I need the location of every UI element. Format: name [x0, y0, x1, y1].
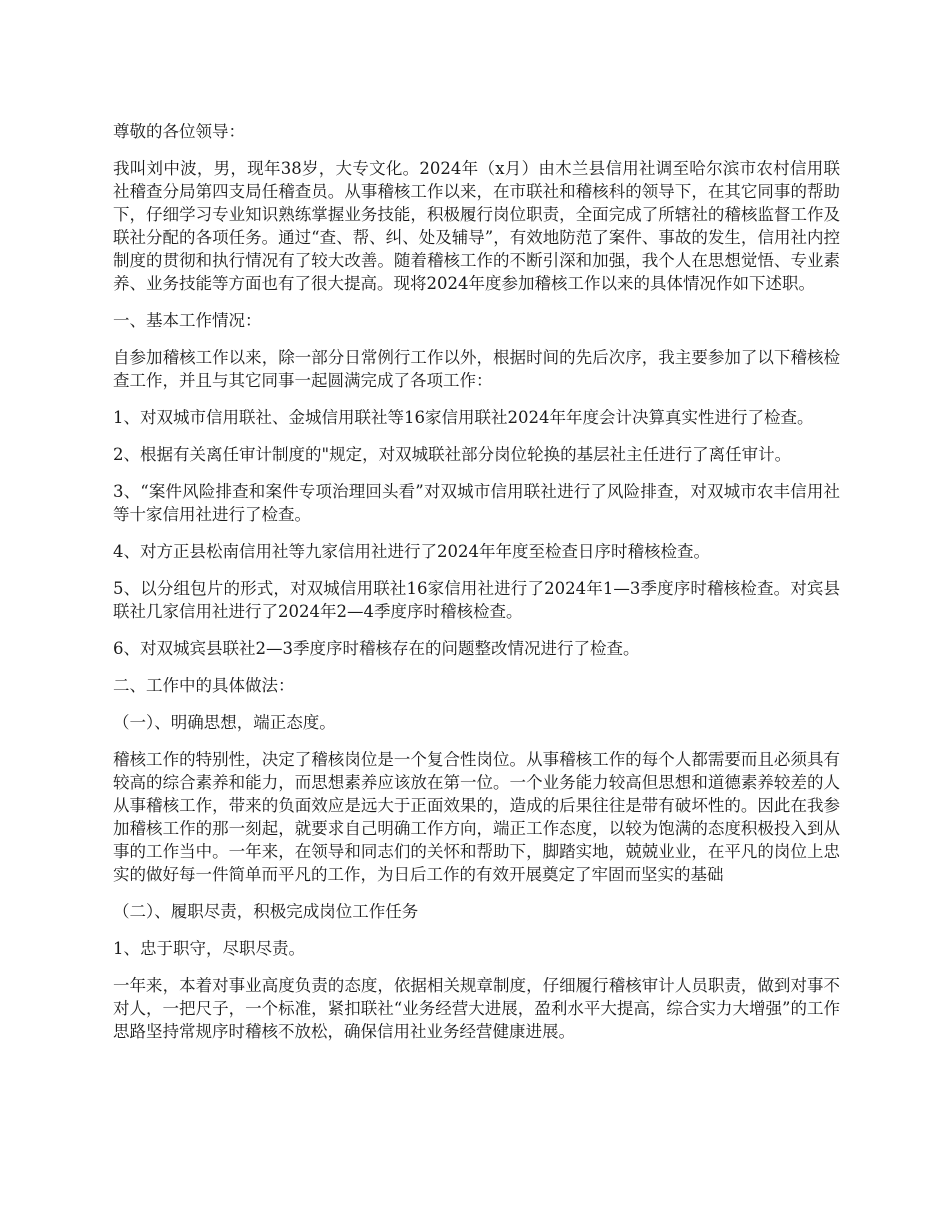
section-1-intro: 自参加稽核工作以来，除一部分日常例行工作以外，根据时间的先后次序，我主要参加了以下稽核检查工作，并且与其它同事一起圆满完成了各项工作： [113, 348, 840, 390]
list-item-3: 3、“案件风险排查和案件专项治理回头看”对双城市信用联社进行了风险排查，对双城市农丰信用社等十家信用社进行了检查。 [113, 482, 840, 524]
section-heading-1: 一、基本工作情况： [113, 311, 262, 330]
list-item-2: 2、根据有关离任审计制度的"规定，对双城联社部分岗位轮换的基层社主任进行了离任审计。 [113, 445, 792, 464]
subsection-heading-1: （一）、明确思想，端正态度。 [113, 713, 336, 732]
subsection-2-item-heading: 1、忠于职守，尽职尽责。 [113, 939, 305, 958]
list-item-1: 1、对双城市信用联社、金城信用联社等16家信用联社2024年年度会计决算真实性进行了检查。 [113, 408, 814, 427]
subsection-heading-2: （二）、履职尽责，积极完成岗位工作任务 [113, 902, 419, 921]
section-heading-2: 二、工作中的具体做法： [113, 676, 295, 695]
salutation: 尊敬的各位领导： [113, 122, 245, 141]
intro-paragraph: 我叫刘中波，男，现年38岁，大专文化。2024年（x月）由木兰县信用社调至哈尔滨市农村信用联社稽查分局第四支局任稽查员。从事稽核工作以来，在市联社和稽核科的领导下，在其它同事的帮助下，仔细学习专业知识熟练掌握业务技能，积极履行岗位职责，全面完成了所辖社的稽核监督工作及联社分配的各项任务。通过“查、帮、纠、处及辅导”，有效地防范了案件、事故的发生，信用社内控制度的贯彻和执行情况有了较大改善。随着稽核工作的不断引深和加强，我个人在思想觉悟、专业素养、业务技能等方面也有了很大提高。现将2024年度参加稽核工作以来的具体情况作如下述职。 [113, 159, 840, 293]
list-item-4: 4、对方正县松南信用社等九家信用社进行了2024年年度至检查日序时稽核检查。 [113, 542, 710, 561]
list-item-5: 5、以分组包片的形式，对双城信用联社16家信用社进行了2024年1—3季度序时稽核检查。对宾县联社几家信用社进行了2024年2—4季度序时稽核检查。 [113, 579, 840, 621]
subsection-1-body: 稽核工作的特别性，决定了稽核岗位是一个复合性岗位。从事稽核工作的每个人都需要而且必须具有较高的综合素养和能力，而思想素养应该放在第一位。一个业务能力较高但思想和道德素养较差的人从事稽核工作，带来的负面效应是远大于正面效果的，造成的后果往往是带有破坏性的。因此在我参加稽核工作的那一刻起，就要求自己明确工作方向，端正工作态度，以较为饱满的态度积极投入到从事的工作当中。一年来，在领导和同志们的关怀和帮助下，脚踏实地，兢兢业业，在平凡的岗位上忠实的做好每一件简单而平凡的工作，为日后工作的有效开展奠定了牢固而坚实的基础 [113, 750, 840, 884]
subsection-2-body: 一年来，本着对事业高度负责的态度，依据相关规章制度，仔细履行稽核审计人员职责，做到对事不对人，一把尺子，一个标准，紧扣联社“业务经营大进展，盈利水平大提高，综合实力大增强”的工作思路坚持常规序时稽核不放松，确保信用社业务经营健康进展。 [113, 976, 840, 1041]
document-body [113, 120, 840, 1057]
list-item-6: 6、对双城宾县联社2—3季度序时稽核存在的问题整改情况进行了检查。 [113, 639, 640, 658]
